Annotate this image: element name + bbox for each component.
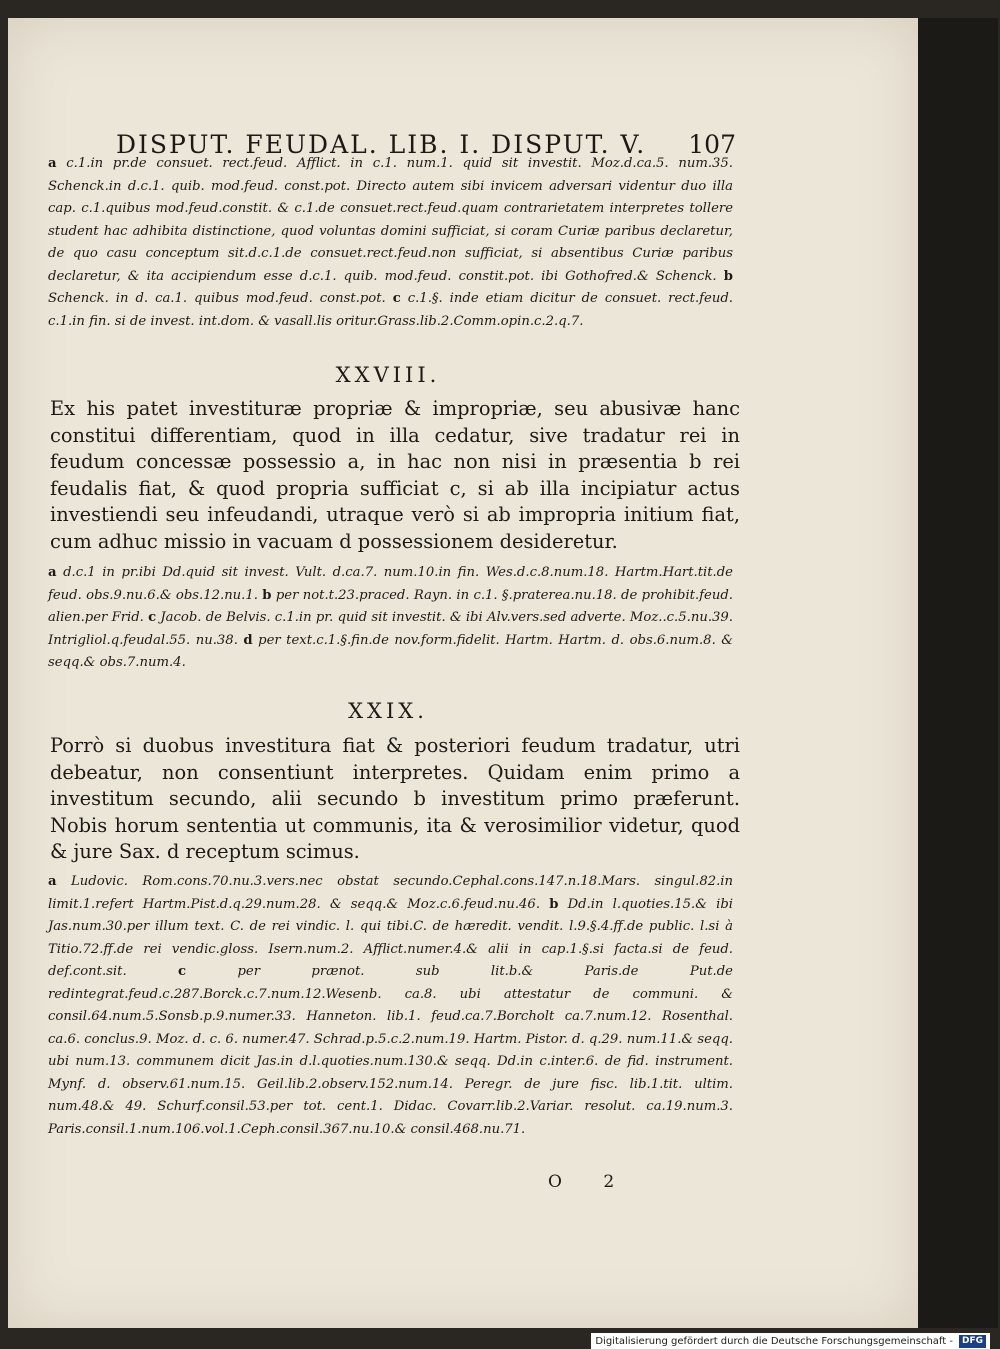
footnote-marker: a <box>48 156 57 171</box>
scan-background <box>918 18 998 1328</box>
footnote-marker: c <box>148 610 157 625</box>
footnote-marker: a <box>48 565 57 580</box>
footnote-text: Ludovic. Rom.cons.70.nu.3.vers.nec obstat secundo.Cephal.cons.147.n.18.Mars. singul.82.in limit.1.refert Hartm.Pist.d.q.29.num.28. & seqq.& Moz.c.6.feud.nu.46. <box>48 874 733 912</box>
section-text-xxviii: Ex his patet investituræ propriæ & impropriæ, seu abusivæ hanc constitui differentiam, quod in illa cedatur, sive tradatur rei in feudum concessæ possessio a, in hac non nisi in præsentia b rei feudalis fiat, & quod propria sufficiat c, si ab illa incipiatur actus investiendi seu infeudandi, utraque verò si ab impropria initium fiat, cum adhuc missio in vacuam d possessionem desideretur. <box>50 397 740 553</box>
footnote-marker: b <box>262 587 272 603</box>
book-page <box>8 18 918 1328</box>
footnote-marker: c <box>392 291 401 306</box>
section-text-xxix: Porrò si duobus investitura fiat & posteriori feudum tradatur, utri debeatur, non consentiunt interpretes. Quidam enim primo a investitum secundo, alii secundo b investitum primo præferunt. Nobis horum sententia ut communis, ita & verosimilior videtur, quod & jure Sax. d receptum scimus. <box>50 734 740 863</box>
footnote-text: per not.t.23.praced. Rayn. in c.1. §.praterea.nu.18. de prohibit.feud. alien.per Frid. <box>48 587 733 625</box>
footnote-text: per prænot. sub lit.b.& Paris.de Put.de redintegrat.feud.c.287.Borck.c.7.num.12.Wesenb. ca.8. ubi attestatur de communi. & consil.64.num.5.Sonsb.p.9.numer.33. Hanneton. lib.1. feud.ca.7.Borcholt ca.7.num.12. Rosenthal. ca.6. conclus.9. Moz. d. c. 6. numer.47. Schrad.p.5.c.2.num.19. Hartm. Pistor. d. q.29. num.11.& seqq. ubi num.13. communem dicit Jas.in d.l.quoties.num.130.& seqq. Dd.in c.inter.6. de fid. instrument. Mynf. d. observ.61.num.15. Geil.lib.2.observ.152.num.14. Peregr. de jure fisc. lib.1.tit. ultim. num.48.& 49. Schurf.consil.53.per tot. cent.1. Didac. Covarr.lib.2.Variar. resolut. ca.19.num.3. Paris.consil.1.num.106.vol.1.Ceph.consil.367.nu.10.& consil.468.nu.71. <box>48 964 733 1137</box>
footnote-text: c.1.§. inde etiam dicitur de consuet. rect.feud. c.1.in fin. si de invest. int.dom. & vasall.lis oritur.Grass.lib.2.Comm.opin.c.2.q.7. <box>48 291 733 329</box>
footnote-text: per text.c.1.§.fin.de nov.form.fidelit. Hartm. Hartm. d. obs.6.num.8. & seqq.& obs.7.num.4. <box>48 632 733 670</box>
footnote-marker: a <box>48 874 57 889</box>
running-title: DISPUT. FEUDAL. LIB. I. DISPUT. V. <box>116 130 647 159</box>
footnote-text: d.c.1 in pr.ibi Dd.quid sit invest. Vult. d.ca.7. num.10.in fin. Wes.d.c.8.num.18. Hartm.Hart.tit.de feud. obs.9.nu.6.& obs.12.nu.1. <box>48 565 733 603</box>
section-heading-xxix: XXIX. <box>348 699 428 723</box>
footnote-marker: b <box>549 896 559 912</box>
signature-mark: O 2 <box>548 1172 633 1192</box>
footnote-marker: d <box>243 632 253 648</box>
dfg-logo: DFG <box>959 1335 986 1348</box>
footnote-marker: c <box>178 964 187 979</box>
page-number: 107 <box>688 130 736 159</box>
footnotes-block-2 <box>48 562 733 675</box>
footnote-text: Schenck. in d. ca.1. quibus mod.feud. const.pot. <box>48 291 386 306</box>
footer-credit: Digitalisierung gefördert durch die Deutsche Forschungsgemeinschaft - <box>595 1335 953 1347</box>
footnote-text: c.1.in pr.de consuet. rect.feud. Afflict. in c.1. num.1. quid sit investit. Moz.d.ca.5. num.35. Schenck.in d.c.1. quib. mod.feud. const.pot. Directo autem sibi invicem adversari videntur duo illa cap. c.1.quibus mod.feud.constit. & c.1.de consuet.rect.feud.quam contrarietatem interpretes tollere student hac adhibita distinctione, quod voluntas domini sufficiat, si coram Curiæ paribus declaretur, de quo casu conceptum sit.d.c.1.de consuet.rect.feud.non sufficiat, si absentibus Curiæ paribus declaretur, & ita accipiendum esse d.c.1. quib. mod.feud. constit.pot. ibi Gothofred.& Schenck. <box>48 156 733 284</box>
footnotes-block-1 <box>48 153 733 333</box>
footnotes-block-3 <box>48 871 733 1141</box>
section-heading-xxviii: XXVIII. <box>335 363 441 387</box>
footnote-text: Jacob. de Belvis. c.1.in pr. quid sit investit. & ibi Alv.vers.sed adverte. Moz..c.5.nu.39. Intrigliol.q.feudal.55. nu.38. <box>48 610 733 648</box>
digitization-footer <box>591 1333 990 1349</box>
footnote-text: Dd.in l.quoties.15.& ibi Jas.num.30.per illum text. C. de rei vindic. l. qui tibi.C. de hæredit. vendit. l.9.§.4.ff.de public. l.si à Titio.72.ff.de rei vendic.gloss. Isern.num.2. Afflict.numer.4.& alii in cap.1.§.si facta.si de feud. def.cont.sit. <box>48 896 733 979</box>
footnote-marker: b <box>723 268 733 284</box>
